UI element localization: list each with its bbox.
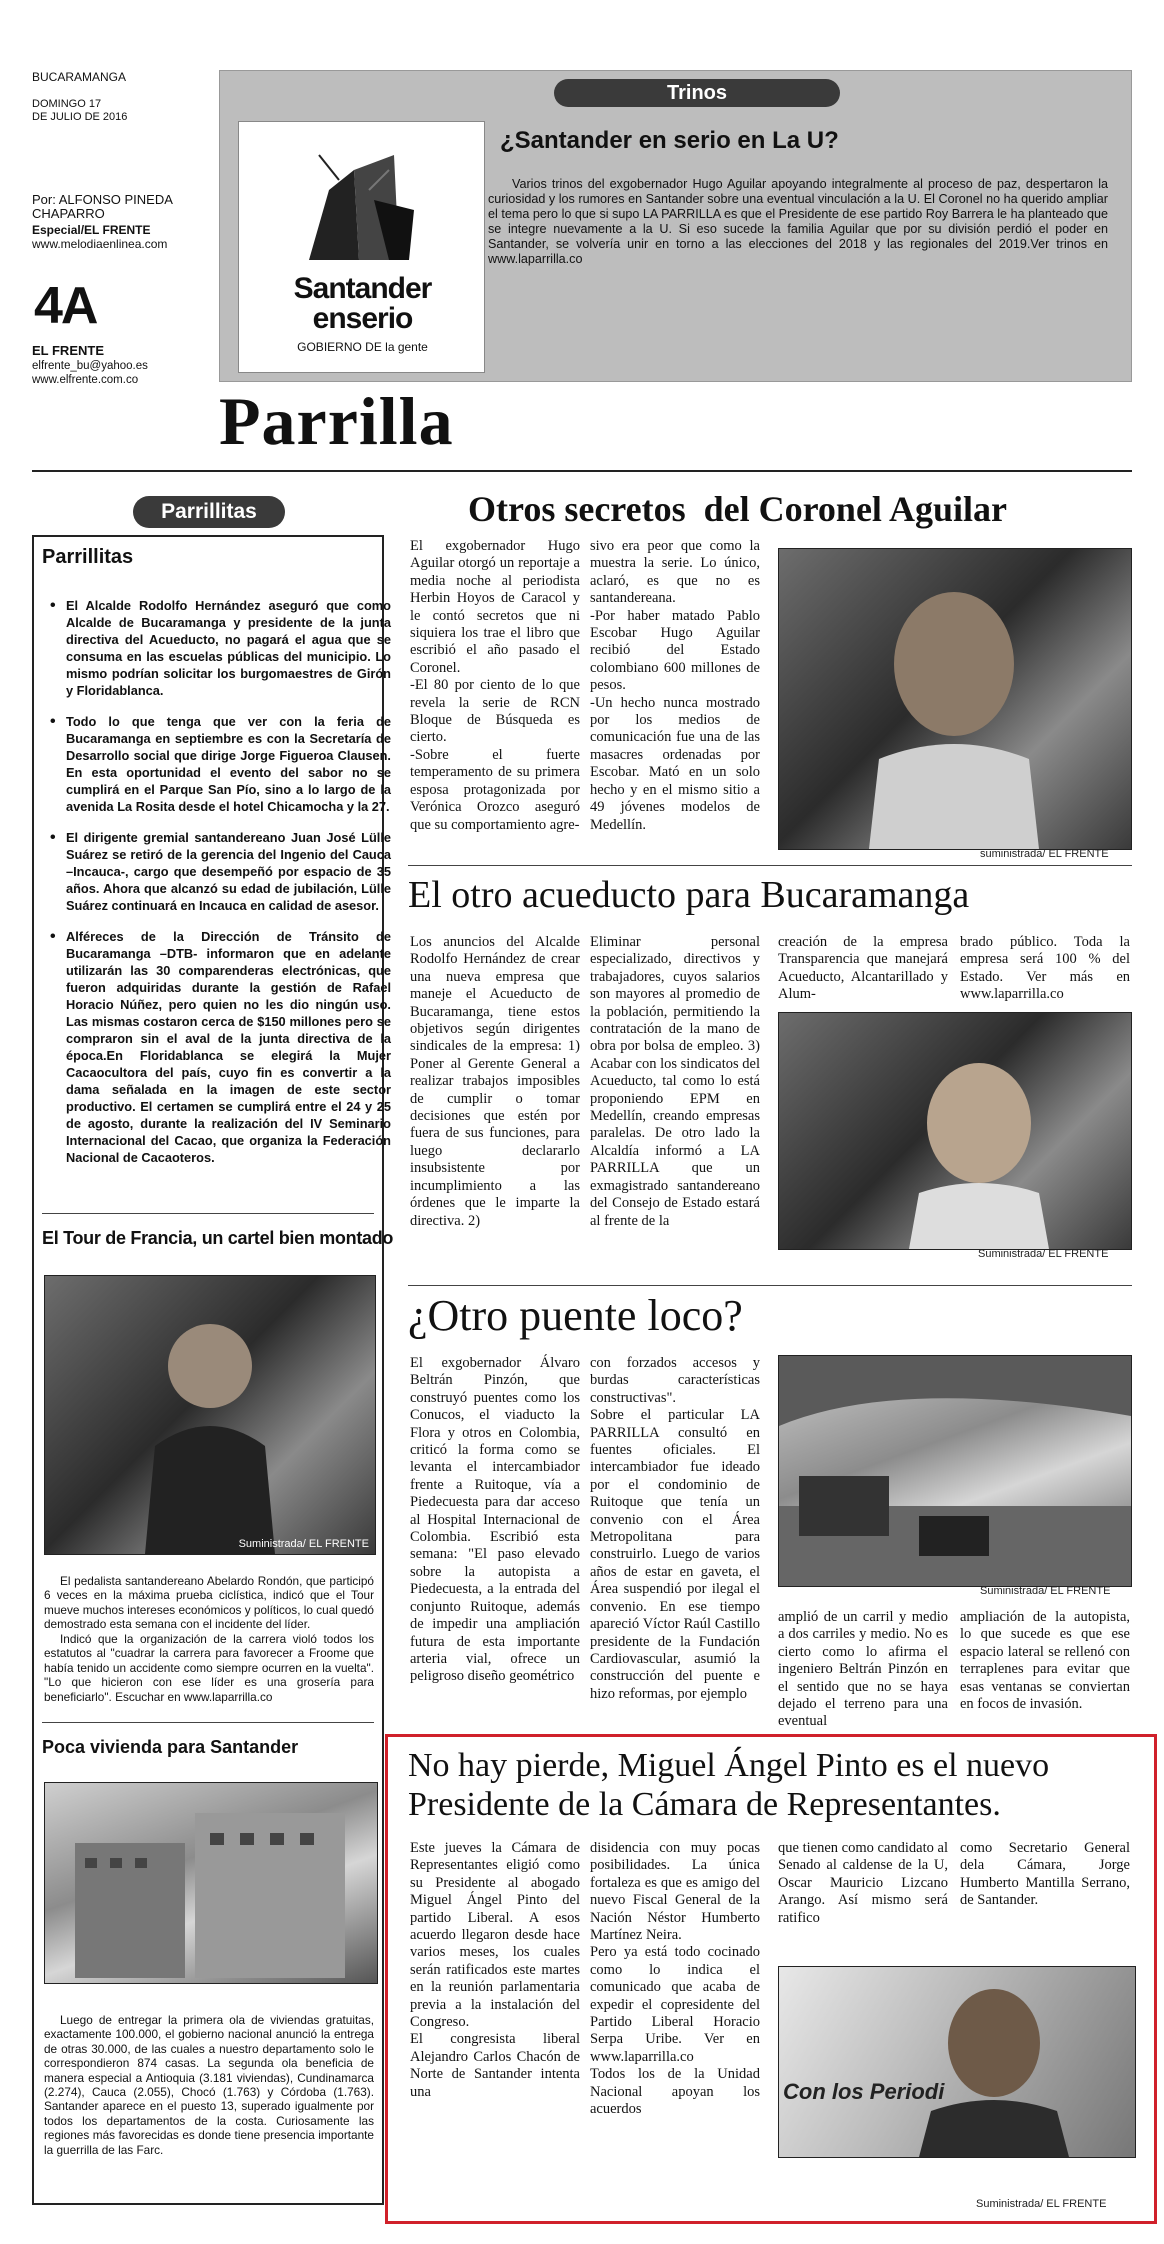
dateline-date: DOMINGO 17 DE JULIO DE 2016 [32,98,128,123]
article4-col1: Este jueves la Cámara de Representantes eligió como su Presidente al abogado Miguel Ángel Pinto del partido Liberal. A esos acuerdo llegaron desde hace varios meses, los cuales serán ratificados este martes en la reunión parlamentaria previa a la instalación del Congreso. El congresista liberal Alejandro Carlos Chacón de Norte de Santander intenta una [410,1840,580,2100]
tour-body-2: Indicó que la organización de la carrera violó todos los estatutos al "cuadrar la carrera para favorecer a Froome que había tenido un accidente como siempre ocurren en la vuelta". "Lo que hicieron con ese líder es una grosería para beneficiarlo". Escuchar en www.laparrilla.co [44,1632,374,1704]
article3-col2: con forzados accesos y burdas características constructivas". Sobre el particular LA PARRILLA consultó en fuentes oficiales. El intercambiador fue ideado por el condominio de Ruitoque que tenía un convenio con el Área Metropolitana para construirlo. Luego de varios años de estar en gaveta, el Área suspendió por ilegal el convenio. En ese tiempo apareció Víctor Raúl Castillo presidente de la Fundación Cardiovascular, asumió la construcción del puente e hizo reformas, por ejemplo [590,1355,760,1702]
article-divider-2 [408,1285,1132,1286]
building-icon [65,1803,355,1978]
article3-caption: Suministrada/ EL FRENTE [980,1585,1111,1597]
sidebar-divider [42,1213,374,1214]
person-icon [919,1981,1069,2157]
paper-email: elfrente_bu@yahoo.es [32,360,148,372]
article1-photo [778,548,1132,850]
article2-photo [778,1012,1132,1250]
article2-col4: brado público. Toda la empresa será 100 % del Estado. Ver más en www.laparrilla.co [960,934,1130,1003]
logo-line2: enserio [312,302,413,335]
photo-banner-text: Con los Periodi [783,2079,945,2104]
page-number: 4A [34,277,97,335]
article4-col4: como Secretario General dela Cámara, Jorge Humberto Mantilla Serrano, de Santander. [960,1840,1130,1909]
article2-col3: creación de la empresa Transparencia que manejará Acueducto, Alcantarillado y Alum- [778,934,948,1003]
tour-body-1: El pedalista santandereano Abelardo Rondón, que participó 6 veces en la máxima prueba ciclística, indicó que el Tour mueve muchos intereses económicos y políticos, lo cual quedó demostrado esta semana con el incidente del líder. [44,1574,374,1632]
list-item: • Alféreces de la Dirección de Tránsito de Bucaramanga –DTB- informaron que en adelante utilizarán las 30 comparenderas electrónicas, que fueron adquiridas durante la gestión de Rafael Horacio Núñez, pero quien no les dio ningún uso. Las mismas costaron cerca de $150 millones pero se compraron sin el aval de la junta directiva de la época.En Floridablanca se elegirá la Mujer Cacaocultora del país, cuyo fin es convertir a la dama señalada en la imagen de este sector productivo. El certamen se cumplirá entre el 24 y 25 de agosto, durante la realización del IV Seminario Internacional del Cacao, que organiza la Federación Nacional de Cacaoteros. [66,928,391,1166]
person-icon [145,1306,275,1554]
article2-col1: Los anuncios del Alcalde Rodolfo Hernández de crear una nueva empresa que maneje el Acueducto de Bucaramanga, tiene estos objetivos según dirigentes sindicales de la empresa: 1) Poner al Gerente General a realizar trabajos imposibles de cumplir o tomar decisiones que estén por fuera de sus funciones, para luego declararlo insubsistente por incumplimiento a las órdenes que le imparte la directiva. 2) [410,934,580,1229]
list-item: • El dirigente gremial santandereano Juan José Lülle Suárez se retiró de la gerencia del Ingenio del Cauca –Incauca-, cargo que desempeñó por espacio de 35 años. Ahora que alcanzó su edad de jubilación, Lülle Suárez continuará en Incauca en calidad de asesor. [66,829,391,914]
vivienda-photo [44,1782,378,1984]
vivienda-body: Luego de entregar la primera ola de viviendas gratuitas, exactamente 100.000, el gobierno nacional anunció la entrega de otras 30.000, de las cuales a nuestro departamento solo le correspondieron 874 casas. La segunda ola beneficia de manera especial a Antioquia (3.181 viviendas), Cundinamarca (2.274), Cauca (2.055), Chocó (1.763) y Córdoba (1.763). Santander aparece en el puesto 13, superado igualmente por todos los departamentos de la costa. Curiosamente las regiones más favorecidas es donde tiene presencia importante la guerrilla de las Farc. [44,2013,374,2157]
list-item: • El Alcalde Rodolfo Hernández aseguró que como Alcalde de Bucaramanga y presidente de la junta directiva del Acueducto, no pagará el agua que se consuma en las escuelas públicas del municipio. Lo mismo podrían solicitar los burgomaestres de Girón y Floridablanca. [66,597,391,699]
article4-col2: disidencia con muy pocas posibilidades. La única fortaleza es que es amigo del nuevo Fiscal General de la Nación Néstor Humberto Martínez Neira. Pero ya está todo cocinado como lo indica el comunicado que acaba de expedir el copresidente del Partido Liberal Horacio Serpa Uribe. Ver en www.laparrilla.co Todos los de la Unidad Nacional apoyan los acuerdos [590,1840,760,2118]
person-icon [859,579,1049,849]
dateline-city: BUCARAMANGA [32,70,127,84]
article2-caption: Suministrada/ EL FRENTE [978,1248,1109,1260]
tour-title: El Tour de Francia, un cartel bien montado [42,1228,394,1248]
sidebar-divider-2 [42,1722,374,1723]
article3-title: ¿Otro puente loco? [408,1291,743,1340]
article1-col1: El exgobernador Hugo Aguilar otorgó un reportaje a media noche al periodista Herbin Hoyos de Caracol y le contó secretos que ni siquiera los trae el libro que escribió el año pasado el Coronel. -El 80 por ciento de lo que revela la serie de RCN Bloque de Búsqueda es cierto. -Sobre el fuerte temperamento de su primera esposa protagonizada por Verónica Orozco aseguró que su comportamiento agre- [410,538,580,833]
paper-web: www.elfrente.com.co [32,374,139,386]
road-icon [779,1356,1131,1586]
article1-col2: sivo era peor que como la muestra la serie. Lo único, aclaró, es que no es santandereana. -Por haber matado Pablo Escobar Hugo Aguilar recibió del Estado colombiano 600 millones de pesos. -Un hecho nunca mostrado por los medios de comunicación fue una de las masacres ordenadas por Escobar. Mató en un solo hecho y en el mismo sitio a 49 jóvenes modelos de Medellín. [590,538,760,833]
article4-photo [778,1966,1136,2158]
trinos-body: Varios trinos del exgobernador Hugo Aguilar apoyando integralmente al proceso de paz, despertaron la curiosidad y los rumores en Santander sobre una eventual vinculación a la U. El Coronel no ha querido ampliar el tema pero lo que si supo LA PARRILLA es que el Presidente de ese partido Roy Barrera le ha planteado que se integre nuevamente a la U. Si eso sucede la familia Aguilar que por su división perdió el poder en Santander, se volvería unir en torno a las elecciones del 2018 y las regionales del 2019.Ver trinos en www.laparrilla.co [488,177,1108,266]
tour-photo [44,1275,376,1555]
article3-photo [778,1355,1132,1587]
parrillitas-list [48,597,391,1180]
article1-title: Otros secretos del Coronel Aguilar [468,489,1007,529]
article-divider-1 [408,865,1132,866]
logo-sub: GOBIERNO DE la gente [297,340,428,354]
article3-col3: amplió de un carril y medio a dos carriles y medio. No es cierto como lo afirma el ingeniero Beltrán Pinzón en el sentido que no se haya dejado el terreno para una eventual [778,1609,948,1730]
person-icon [909,1053,1049,1249]
article4-title: No hay pierde, Miguel Ángel Pinto es el nuevo Presidente de la Cámara de Representantes. [408,1747,1050,1823]
list-item: • Todo lo que tenga que ver con la feria de Bucaramanga en septiembre es con la Secretaría de Desarrollo social que dirige Jorge Figueroa Clausen. En esta oportunidad el evento del sabor no se cumplirá en el Parque San Pío, sino a lo largo de la avenida La Rosita desde el hotel Chicamocha y la 27. [66,713,391,815]
article4-caption: Suministrada/ EL FRENTE [976,2198,1107,2210]
section-title: Parrilla [219,383,454,459]
parrillitas-tab: Parrillitas [133,496,285,528]
article1-caption: suministrada/ EL FRENTE [980,848,1109,860]
parrillitas-box-title: Parrillitas [42,546,134,568]
article2-col2: Eliminar personal especializado, directivos y trabajadores, cuyos salarios son mayores al promedio de la población, permitiendo la contratación de la mano de obra por bolsa de empleo. 3) Acabar con los sindicatos del Acueducto, tal como lo está proponiendo EPM en Medellín, creando empresas paralelas. De otro lado la Alcaldía informó a LA PARRILLA que un exmagistrado santandereano del Consejo de Estado estará al frente de la [590,934,760,1229]
article3-col4: ampliación de la autopista, lo que sucede es que ese espacio lateral se rellenó con terraplenes para evitar que esas ventanas se conviertan en focos de invasión. [960,1609,1130,1713]
trinos-box [219,70,1132,382]
byline-author: Por: ALFONSO PINEDA CHAPARRO [32,192,173,221]
section-rule [32,470,1132,472]
paper-name: EL FRENTE [32,343,104,358]
article3-col1: El exgobernador Álvaro Beltrán Pinzón, que construyó puentes como los Conucos, el viaducto la Flora y otros en Colombia, criticó la forma como se levanta el intercambiador frente a Ruitoque, vía a Piedecuesta para dar acceso al Hospital Internacional de Colombia. Escribió esta semana: "El paso elevado sobre la autopista a Piedecuesta, a la entrada del conjunto Ruitoque, además de impedir una ampliación futura de esta importante arteria vial, ofrece un peligroso diseño geométrico [410,1355,580,1685]
article2-title: El otro acueducto para Bucaramanga [408,874,970,916]
byline-web: www.melodiaenlinea.com [32,237,168,251]
vivienda-title: Poca vivienda para Santander [42,1737,299,1757]
building-icon [299,150,419,270]
logo-line1: Santander [293,272,432,305]
article4-col3: que tienen como candidato al Senado al caldense de la U, Oscar Mauricio Lizcano Arango. Así mismo será ratifico [778,1840,948,1926]
trinos-label: Trinos [554,79,840,107]
trinos-title: ¿Santander en serio en La U? [500,127,839,154]
tour-caption: Suministrada/ EL FRENTE [238,1538,369,1550]
santander-logo [238,121,485,373]
byline-special: Especial/EL FRENTE [32,223,151,237]
